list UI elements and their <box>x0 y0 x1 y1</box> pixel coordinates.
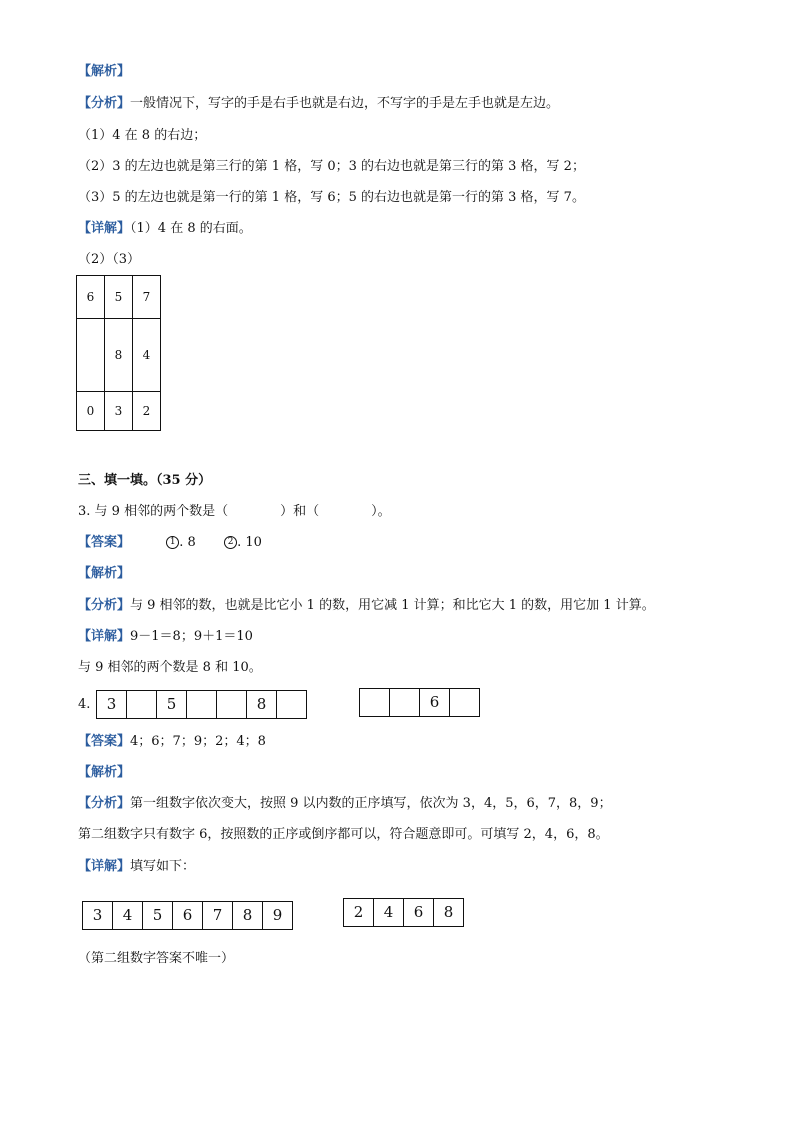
grid-cell: 8 <box>105 319 133 392</box>
grid-cell: 2 <box>133 392 161 431</box>
conclusion-3: 与 9 相邻的两个数是 8 和 10。 <box>78 660 262 675</box>
box-cell <box>360 689 390 716</box>
jiexi-label-1: 【解析】 <box>78 64 131 79</box>
grid-cell: 7 <box>133 276 161 319</box>
box-cell: 3 <box>97 691 127 718</box>
jiexi-label-2: 【解析】 <box>78 566 131 581</box>
question-4-number: 4. <box>78 697 91 712</box>
grid-cell: 5 <box>105 276 133 319</box>
analysis-point-2: （2）3 的左边也就是第三行的第 1 格，写 0；3 的右边也就是第三行的第 3 格，写 2； <box>78 159 585 174</box>
answer-line-3: 【答案】 1 . 8 2 . 10 <box>78 535 262 550</box>
box-cell: 4 <box>374 899 404 926</box>
grid-cell: 0 <box>77 392 105 431</box>
fenxi-line-3b: 第二组数字只有数字 6，按照数的正序或倒序都可以，符合题意即可。可填写 2，4，6，8。 <box>78 827 609 842</box>
box-cell <box>390 689 420 716</box>
filled-box-row-a <box>82 901 293 930</box>
question-3: 3. 与 9 相邻的两个数是（ ）和（ ）。 <box>78 504 391 519</box>
box-cell <box>127 691 157 718</box>
box-cell: 5 <box>143 902 173 929</box>
box-cell <box>187 691 217 718</box>
grid-cell: 4 <box>133 319 161 392</box>
circled-number-1: 1 <box>166 536 179 549</box>
box-cell: 6 <box>404 899 434 926</box>
answer-line-4: 【答案】4；6；7；9；2；4；8 <box>78 734 266 749</box>
xiangjie-line-2: 【详解】9－1＝8；9＋1＝10 <box>78 629 253 644</box>
note-line: （第二组数字答案不唯一） <box>78 951 235 966</box>
box-cell: 2 <box>344 899 374 926</box>
fenxi-line-1: 【分析】一般情况下，写字的手是右手也就是右边，不写字的手是左手也就是左边。 <box>78 96 560 111</box>
box-cell: 8 <box>247 691 277 718</box>
box-cell: 8 <box>443 903 454 921</box>
box-cell: 4 <box>113 902 143 929</box>
xiangjie-line-1: 【详解】（1）4 在 8 的右面。 <box>78 221 252 236</box>
grid-cell: 3 <box>105 392 133 431</box>
box-cell <box>450 689 479 716</box>
box-cell: 3 <box>83 902 113 929</box>
detail-point-2-3: （2）（3） <box>78 252 141 267</box>
fenxi-line-2: 【分析】与 9 相邻的数，也就是比它小 1 的数，用它减 1 计算；和比它大 1 的数，用它加 1 计算。 <box>78 598 655 613</box>
filled-box-row-b <box>343 898 464 927</box>
circled-number-2: 2 <box>224 536 237 549</box>
box-cell: 6 <box>173 902 203 929</box>
jiexi-label-3: 【解析】 <box>78 765 131 780</box>
question-box-row-a <box>96 690 307 719</box>
fenxi-line-3: 【分析】第一组数字依次变大，按照 9 以内数的正序填写，依次为 3，4，5，6，7，8，9； <box>78 796 612 811</box>
question-box-row-b <box>359 688 480 717</box>
xiangjie-line-3: 【详解】填写如下： <box>78 859 196 874</box>
analysis-point-3: （3）5 的左边也就是第一行的第 1 格，写 6；5 的右边也就是第一行的第 3 格，写 7。 <box>78 190 585 205</box>
box-cell: 9 <box>272 906 283 924</box>
box-cell: 7 <box>203 902 233 929</box>
answer-grid <box>76 275 161 431</box>
box-cell: 5 <box>157 691 187 718</box>
box-cell <box>277 691 306 718</box>
analysis-point-1: （1）4 在 8 的右边； <box>78 128 207 143</box>
box-cell: 6 <box>420 689 450 716</box>
grid-cell <box>77 319 105 392</box>
box-cell: 8 <box>233 902 263 929</box>
section-heading: 三、填一填。（35 分） <box>78 473 212 488</box>
grid-cell: 6 <box>77 276 105 319</box>
box-cell <box>217 691 247 718</box>
